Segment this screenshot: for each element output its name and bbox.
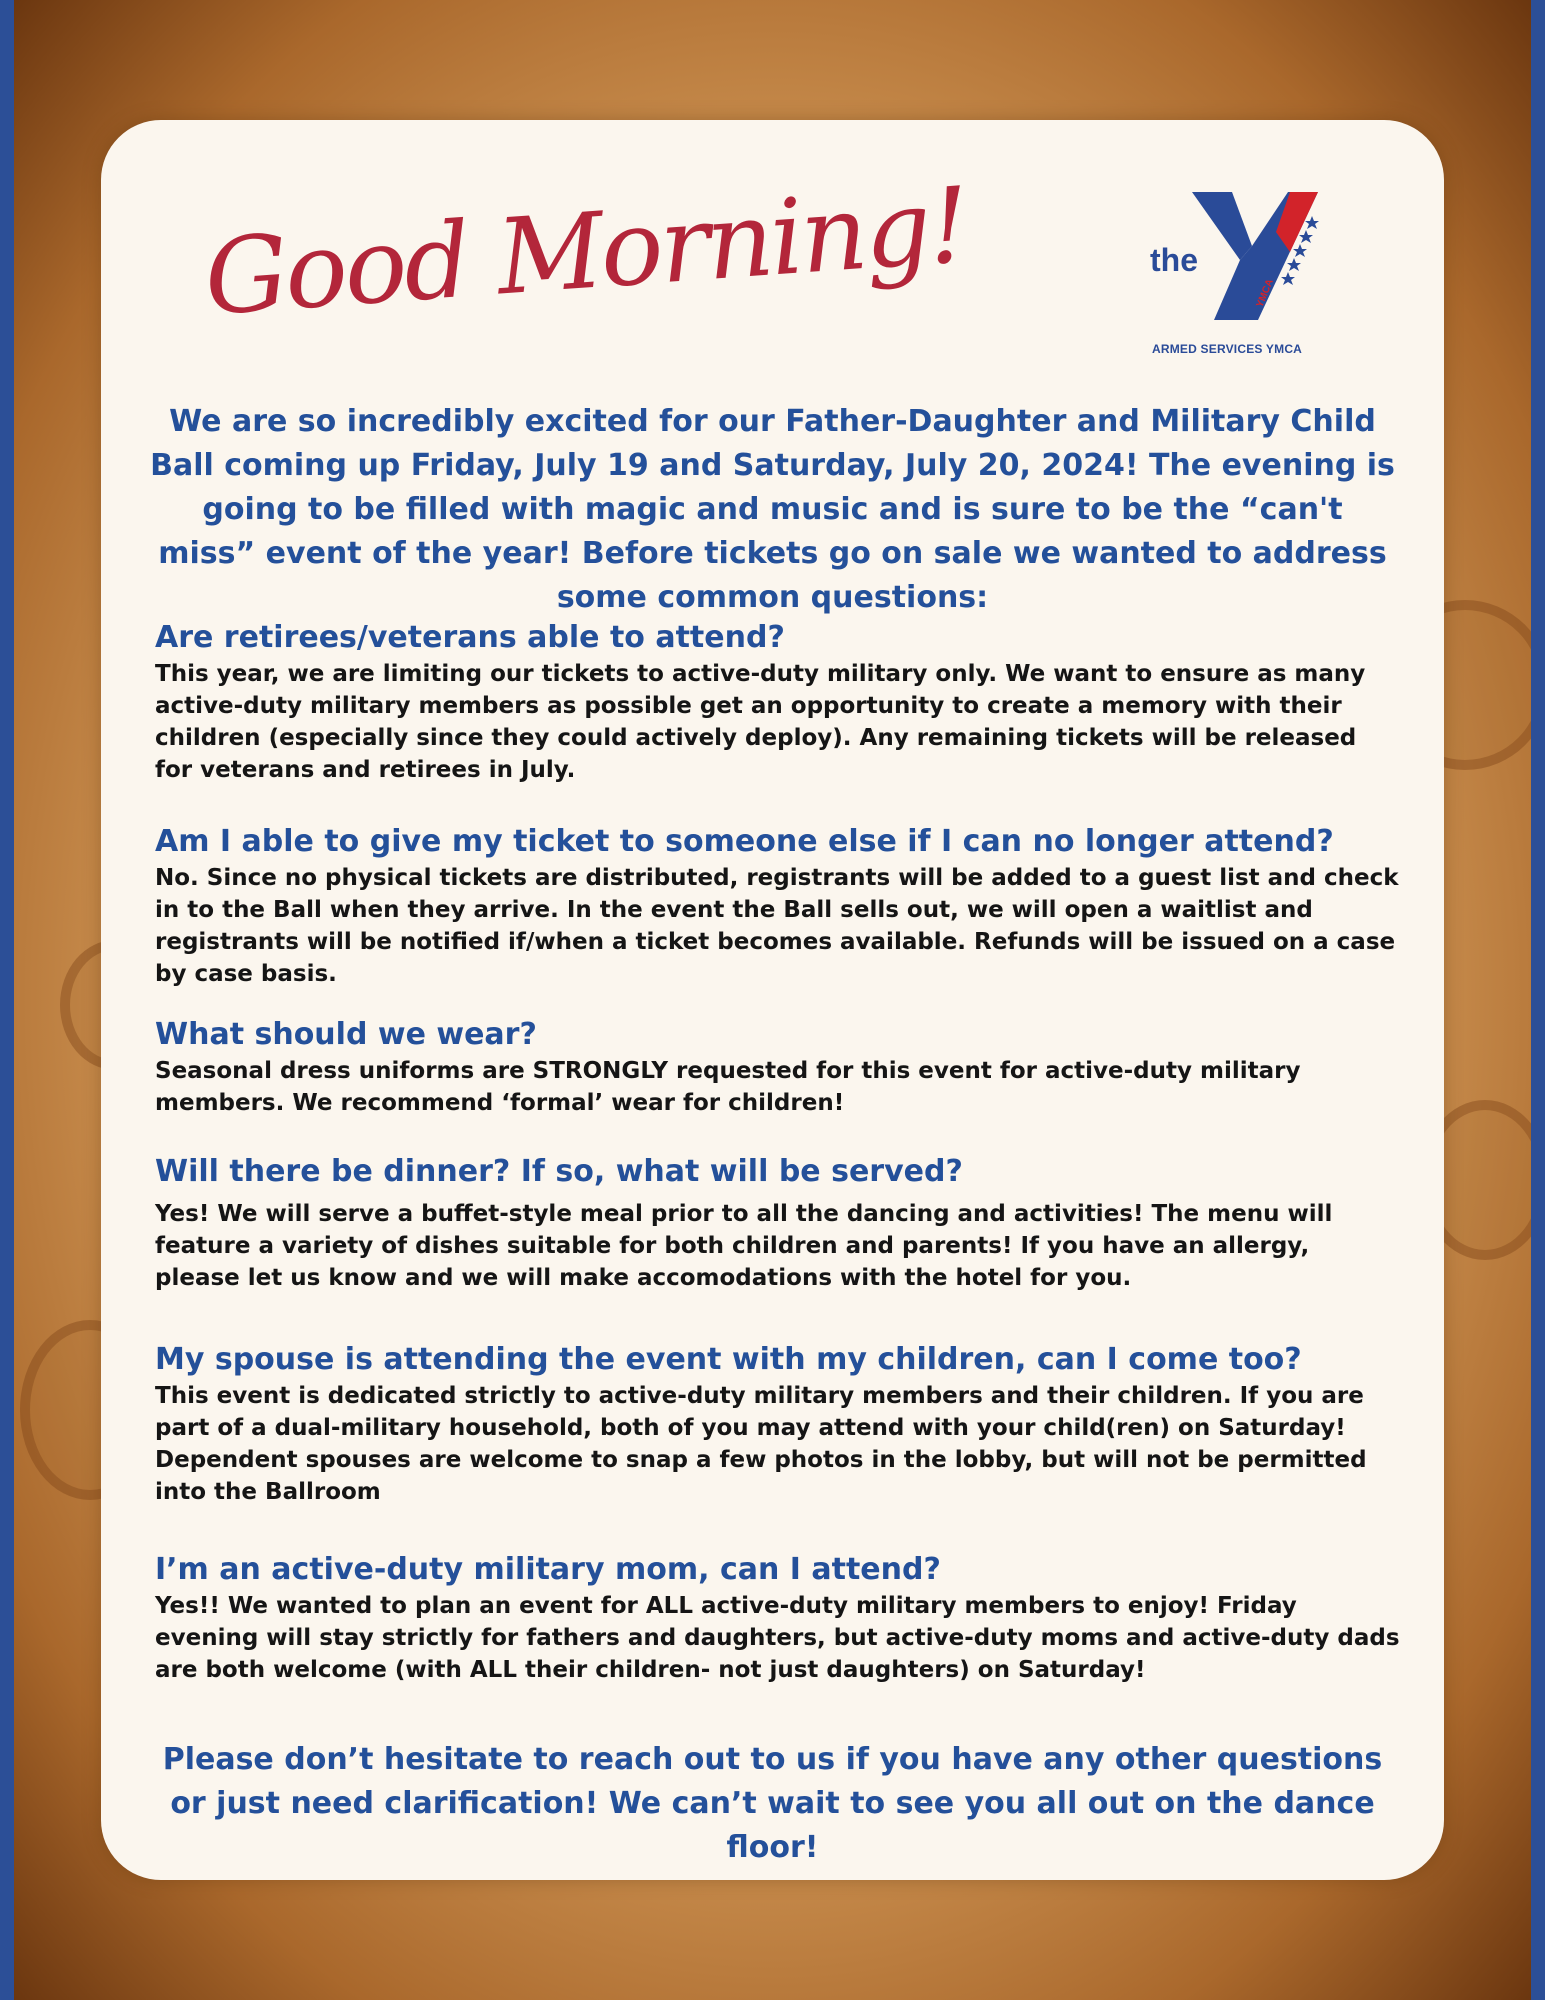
faq-item xyxy=(155,1015,1400,1119)
faq-question: Am I able to give my ticket to someone else if I can no longer attend? xyxy=(155,824,1334,859)
intro-paragraph: We are so incredibly excited for our Father-Daughter and Military Child Ball coming up Friday, July 19 and Saturday, July 20, 2024! The evening is going to be filled with magic and music and is sure to be the “can't miss” event of the year! Before tickets go on sale we wanted to address some common questions: xyxy=(150,404,1395,615)
faq-question: Will there be dinner? If so, what will be served? xyxy=(155,1154,963,1189)
faq-item xyxy=(155,1550,1400,1686)
faq-answer: Seasonal dress uniforms are STRONGLY requested for this event for active-duty military members. We recommend ‘formal’ wear for children! xyxy=(155,1058,1301,1116)
blue-left-edge xyxy=(0,0,14,2000)
faq-question: Are retirees/veterans able to attend? xyxy=(155,620,785,655)
faq-item xyxy=(155,822,1400,990)
faq-item xyxy=(155,1340,1400,1508)
logo-caption: ARMED SERVICES YMCA xyxy=(1152,342,1303,356)
faq-answer: No. Since no physical tickets are distributed, registrants will be added to a guest list and check in to the Ball when they arrive. In the event the Ball sells out, we will open a waitlist and registrants will be notified if/when a ticket becomes available. Refunds will be issued on a case by case basis. xyxy=(155,865,1399,987)
faq-question: What should we wear? xyxy=(155,1017,537,1052)
faq-answer: Yes!! We wanted to plan an event for ALL active-duty military members to enjoy! Friday evening will stay strictly for fathers and daughters, but active-duty moms and active-duty dads are both welcome (with ALL their children- not just daughters) on Saturday! xyxy=(155,1593,1400,1683)
faq-answer: This year, we are limiting our tickets to active-duty military only. We want to ensure as many active-duty military members as possible get an opportunity to create a memory with their children (especially since they could actively deploy). Any remaining tickets will be released for veterans and retirees in July. xyxy=(155,661,1366,783)
faq-answer: Yes! We will serve a buffet-style meal prior to all the dancing and activities! The menu will feature a variety of dishes suitable for both children and parents! If you have an allergy, please let us know and we will make accomodations with the hotel for you. xyxy=(155,1201,1333,1291)
ymca-logo xyxy=(1140,180,1340,360)
greeting-title: Good Morning! xyxy=(200,163,971,339)
faq-answer: This event is dedicated strictly to active-duty military members and their children. If you are part of a dual-military household, both of you may attend with your child(ren) on Saturday! Dependent spouses are welcome to snap a few photos in the lobby, but will not be permitted into the Ballroom xyxy=(155,1383,1367,1505)
faq-question: I’m an active-duty military mom, can I attend? xyxy=(155,1552,941,1587)
blue-right-edge xyxy=(1531,0,1545,2000)
closing-paragraph: Please don’t hesitate to reach out to us if you have any other questions or just need clarification! We can’t wait to see you all out on the dance floor! xyxy=(162,1742,1383,1865)
logo-the-word: the xyxy=(1150,242,1198,278)
faq-item xyxy=(155,1152,1400,1294)
logo-letter-text: YMCA xyxy=(1254,277,1276,310)
faq-item xyxy=(155,618,1400,786)
faq-question: My spouse is attending the event with my children, can I come too? xyxy=(155,1342,1302,1377)
